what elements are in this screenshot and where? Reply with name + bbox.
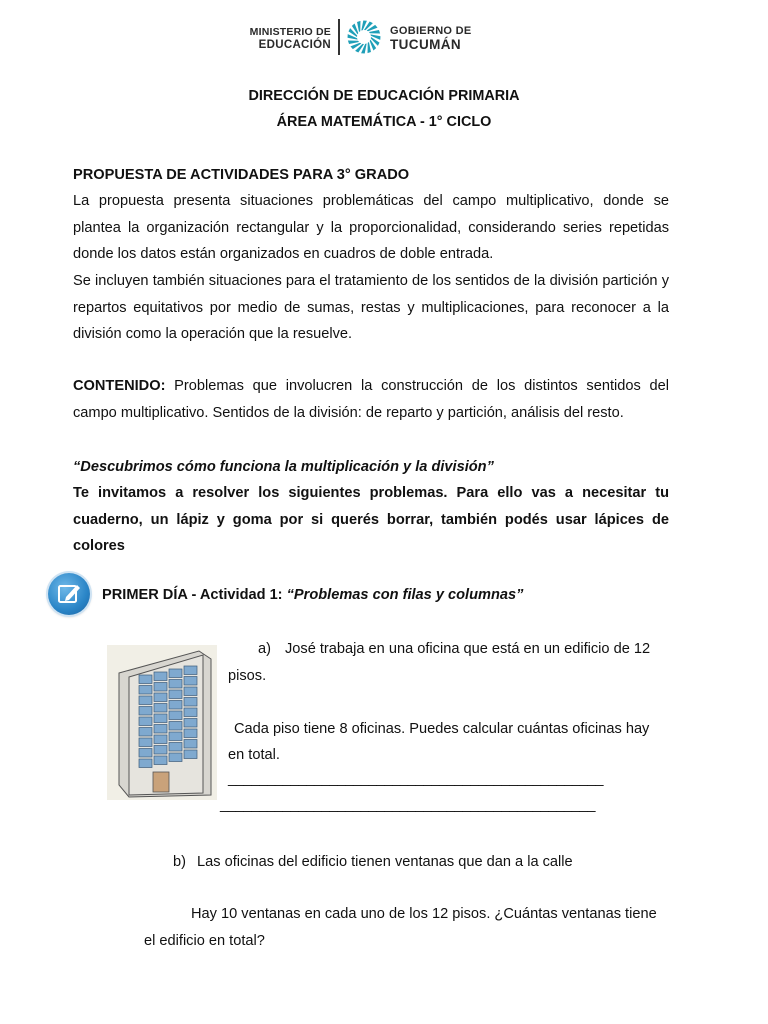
building-window [139, 696, 152, 705]
invitation-quote: “Descubrimos cómo funciona la multiplicación y la división” [73, 459, 494, 475]
answer-line-2: ________________________________________________ [220, 797, 596, 813]
problem-a-text1: José trabaja en una oficina que está en un edificio de 12 [285, 641, 651, 657]
direction-title: DIRECCIÓN DE EDUCACIÓN PRIMARIA [248, 88, 520, 104]
government-logo [390, 24, 472, 52]
building-window [169, 732, 182, 741]
logo-divider [338, 19, 340, 55]
ministry-line1: MINISTERIO DE [249, 26, 331, 38]
building-window [154, 683, 167, 692]
building-window [169, 690, 182, 699]
building-window [169, 722, 182, 731]
tucuman-emblem-icon [346, 19, 382, 55]
edit-icon [48, 573, 90, 615]
edit-icon-badge [48, 573, 90, 615]
building-window [184, 719, 197, 728]
building-window [154, 704, 167, 713]
problem-b-text2: Hay 10 ventanas en cada uno de los 12 pisos. ¿Cuántas ventanas tiene [191, 906, 657, 922]
content-paragraph [73, 373, 669, 426]
building-window [184, 708, 197, 717]
ministry-line2: EDUCACIÓN [258, 39, 331, 51]
building-illustration [107, 645, 217, 800]
building-window [184, 740, 197, 749]
answer-line-1: ________________________________________________ [228, 771, 604, 787]
problem-b-marker: b) [173, 854, 186, 870]
building-window [139, 728, 152, 737]
gov-line2: TUCUMÁN [390, 37, 462, 52]
building-window [154, 725, 167, 734]
problem-a-text2b: en total. [228, 747, 280, 763]
building-window [139, 759, 152, 768]
problem-b-text2b: el edificio en total? [144, 933, 265, 949]
day-title: “Problemas con filas y columnas” [286, 587, 524, 603]
area-title: ÁREA MATEMÁTICA - 1° CICLO [276, 114, 492, 130]
problem-b-text1: Las oficinas del edificio tienen ventanas que dan a la calle [197, 854, 573, 870]
building-window [169, 711, 182, 720]
building-window [169, 753, 182, 762]
building-window [169, 669, 182, 678]
proposal-heading: PROPUESTA DE ACTIVIDADES PARA 3° GRADO [73, 167, 410, 183]
building-window [169, 743, 182, 752]
building-window [184, 750, 197, 759]
day-heading [102, 587, 523, 603]
building-window [139, 738, 152, 747]
gov-line1: GOBIERNO DE [390, 25, 472, 37]
building-window [184, 698, 197, 707]
building-window [139, 707, 152, 716]
day-label: PRIMER DÍA - Actividad 1: [102, 587, 287, 603]
building-window [154, 746, 167, 755]
problem-a-text2: Cada piso tiene 8 oficinas. Puedes calcular cuántas oficinas hay [234, 721, 650, 737]
invitation-text: Te invitamos a resolver los siguientes problemas. Para ello vas a necesitar tu cuaderno, un lápiz y goma por si querés borrar, también podés usar lápices de colores [73, 485, 669, 554]
building-window [154, 714, 167, 723]
building-window [184, 666, 197, 675]
proposal-paragraph-1: La propuesta presenta situaciones problemáticas del campo multiplicativo, donde se plantea la organización rectangular y la proporcionalidad, considerando series repetidas donde los datos están organizados en cuadros de doble entrada. [73, 193, 669, 262]
building-window [154, 756, 167, 765]
building-window [139, 686, 152, 695]
building-window [184, 687, 197, 696]
building-window [154, 693, 167, 702]
building-window [139, 749, 152, 758]
problem-a-marker: a) [258, 641, 271, 657]
ministry-logo [241, 26, 331, 52]
building-window [169, 701, 182, 710]
building-window [154, 672, 167, 681]
content-label: CONTENIDO: [73, 378, 166, 394]
building-window [184, 729, 197, 738]
building-window [184, 677, 197, 686]
building-window [169, 680, 182, 689]
content-text: Problemas que involucren la construcción de los distintos sentidos del campo multiplicativo. Sentidos de la división: de reparto y partición, análisis del resto. [73, 378, 669, 421]
building-window [154, 735, 167, 744]
building-window [139, 717, 152, 726]
problem-a-text1b: pisos. [228, 668, 267, 684]
building-window [139, 675, 152, 684]
proposal-paragraph-2: Se incluyen también situaciones para el tratamiento de los sentidos de la división partición y repartos equitativos por medio de sumas, restas y multiplicaciones, para reconocer a la división como la operación que la resuelve. [73, 273, 669, 342]
